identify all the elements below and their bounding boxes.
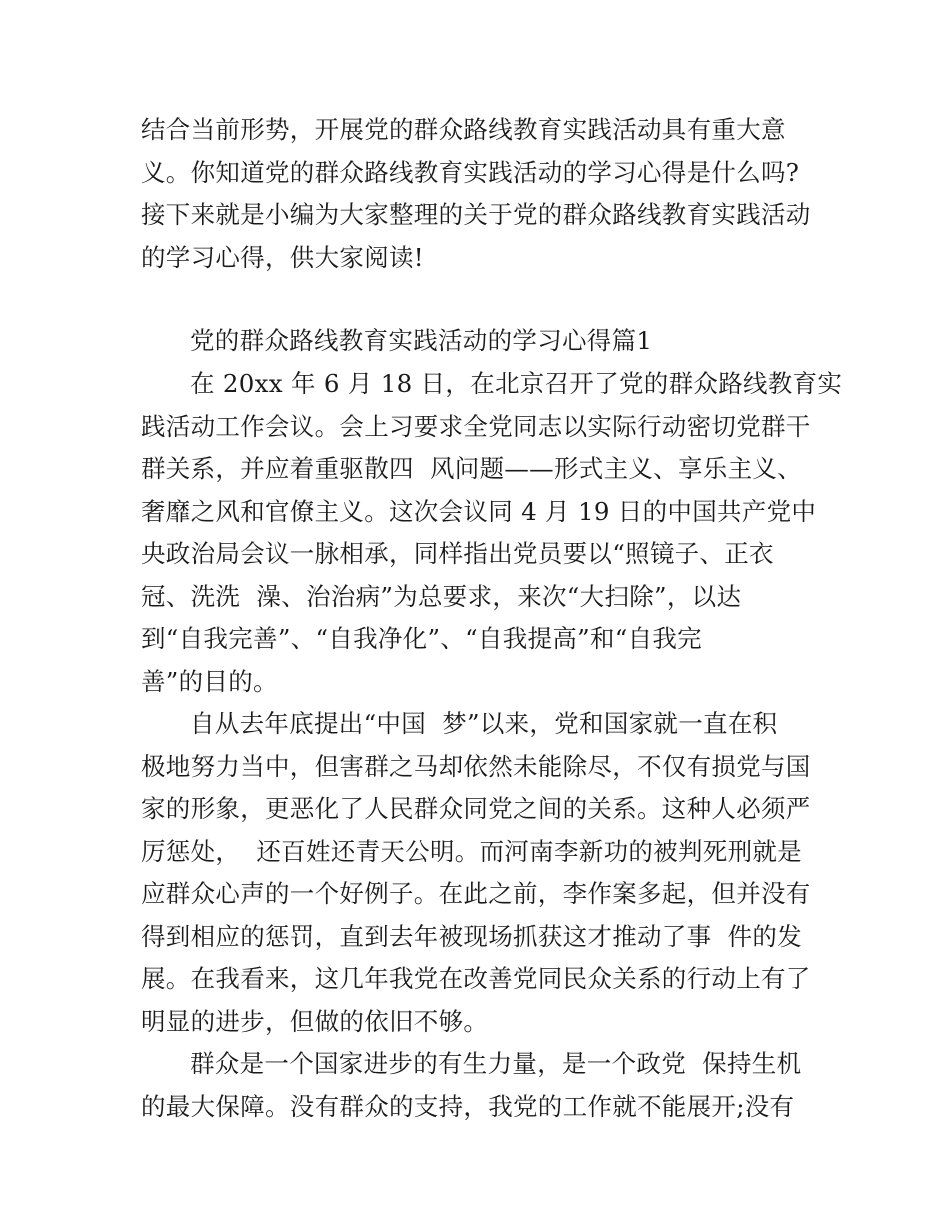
paragraph-1-line-4: 奢靡之风和官僚主义。这次会议同 4 月 19 日的中国共产党中 <box>141 496 817 526</box>
paragraph-1 <box>141 363 843 703</box>
paragraph-1-line-6: 冠、洗洗 澡、治治病”为总要求，来次“大扫除”，以达 <box>141 581 742 611</box>
intro-line-1: 结合当前形势，开展党的群众路线教育实践活动具有重大意 <box>141 115 786 144</box>
paragraph-1-line-1: 在 20xx 年 6 月 18 日，在北京召开了党的群众路线教育实 <box>190 369 843 398</box>
paragraph-2-line-3: 家的形象，更恶化了人民群众同党之间的关系。这种人必须严 <box>141 794 811 823</box>
paragraph-3 <box>141 1043 816 1128</box>
paragraph-3-line-2: 的最大保障。没有群众的支持，我党的工作就不能展开;没有 <box>141 1091 795 1121</box>
intro-line-3: 接下来就是小编为大家整理的关于党的群众路线教育实践活动 <box>141 200 811 229</box>
paragraph-2-line-6: 得到相应的惩罚，直到去年被现场抓获这才推动了事 件的发 <box>141 921 802 951</box>
paragraph-2 <box>141 703 816 1043</box>
paragraph-1-line-8: 善”的目的。 <box>141 666 278 696</box>
paragraph-2-line-5: 应群众心声的一个好例子。在此之前，李作案多起，但并没有 <box>141 879 811 908</box>
section-heading: 党的群众路线教育实践活动的学习心得篇1 <box>190 326 653 355</box>
paragraph-2-line-4: 厉惩处， 还百姓还青天公明。而河南李新功的被判死刑就是 <box>141 836 802 866</box>
paragraph-3-line-1: 群众是一个国家进步的有生力量，是一个政党 保持生机 <box>190 1049 802 1078</box>
intro-paragraph <box>141 109 816 279</box>
paragraph-1-line-7: 到“自我完善”、“自我净化”、“自我提高”和“自我完 <box>141 624 702 653</box>
paragraph-2-line-1: 自从去年底提出“中国 梦”以来，党和国家就一直在积 <box>190 709 778 738</box>
paragraph-2-line-7: 展。在我看来，这几年我党在改善党同民众关系的行动上有了 <box>141 964 811 993</box>
intro-line-2: 义。你知道党的群众路线教育实践活动的学习心得是什么吗? <box>141 157 800 187</box>
paragraph-1-line-2: 践活动工作会议。会上习要求全党同志以实际行动密切党群干 <box>141 411 811 441</box>
paragraph-1-line-5: 央政治局会议一脉相承，同样指出党员要以“照镜子、正衣 <box>141 539 774 568</box>
section-heading-block <box>141 320 816 363</box>
intro-line-4: 的学习心得，供大家阅读! <box>141 242 424 272</box>
paragraph-1-line-3: 群关系，并应着重驱散四 风问题——形式主义、享乐主义、 <box>141 454 802 483</box>
paragraph-2-line-8: 明显的进步，但做的依旧不够。 <box>141 1006 489 1036</box>
paragraph-2-line-2: 极地努力当中，但害群之马却依然未能除尽，不仅有损党与国 <box>141 751 811 781</box>
